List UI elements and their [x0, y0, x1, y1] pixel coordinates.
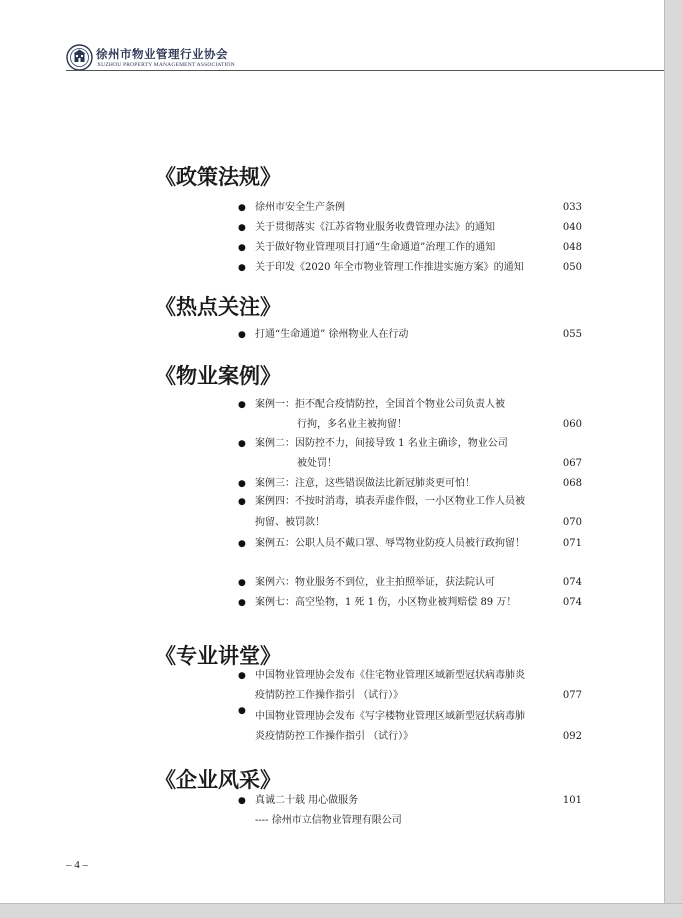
- page-edge-bottom: [0, 903, 682, 918]
- toc-entry-text[interactable]: 关于贯彻落实《江苏省物业服务收费管理办法》的通知: [255, 222, 495, 233]
- toc-entry-text[interactable]: 案例六：物业服务不到位，业主拍照举证，获法院认可: [255, 577, 495, 588]
- bullet-icon: ●: [238, 263, 246, 273]
- toc-entry-text[interactable]: 案例三：注意，这些错误做法比新冠肺炎更可怕！: [255, 478, 475, 489]
- toc-entry-text[interactable]: 真诚二十载 用心做服务: [255, 795, 359, 806]
- association-logo-icon: [66, 44, 93, 71]
- toc-entry-text[interactable]: 中国物业管理协会发布《写字楼物业管理区域新型冠状病毒肺: [255, 711, 525, 722]
- toc-page-number: 101: [562, 795, 582, 806]
- toc-entry-text[interactable]: 中国物业管理协会发布《住宅物业管理区域新型冠状病毒肺炎: [255, 670, 525, 681]
- toc-page-number: 074: [562, 577, 582, 588]
- toc-page-number: 040: [562, 222, 582, 233]
- section-title: 《物业案例》: [155, 364, 281, 388]
- toc-entry-text[interactable]: 关于做好物业管理项目打通“生命通道”治理工作的通知: [255, 242, 496, 253]
- document-header: [66, 44, 666, 76]
- bullet-icon: ●: [238, 598, 246, 608]
- bullet-icon: ●: [238, 671, 246, 681]
- toc-entry-text[interactable]: 案例一：拒不配合疫情防控，全国首个物业公司负责人被: [255, 399, 505, 410]
- toc-page-number: 071: [562, 538, 582, 549]
- toc-page-number: 060: [562, 419, 582, 430]
- toc-page-number: 050: [562, 262, 582, 273]
- bullet-icon: ●: [238, 243, 246, 253]
- toc-page-number: 068: [562, 478, 582, 489]
- toc-entry-text[interactable]: 被处罚！: [297, 458, 337, 469]
- bullet-icon: ●: [238, 706, 246, 716]
- bullet-icon: ●: [238, 223, 246, 233]
- bullet-icon: ●: [238, 330, 246, 340]
- toc-entry-text[interactable]: 关于印发《2020 年全市物业管理工作推进实施方案》的通知: [255, 262, 524, 273]
- toc-page-number: 055: [562, 329, 582, 340]
- bullet-icon: ●: [238, 439, 246, 449]
- toc-page-number: 074: [562, 597, 582, 608]
- bullet-icon: ●: [238, 578, 246, 588]
- bullet-icon: ●: [238, 497, 246, 507]
- page-edge-right: [664, 0, 682, 917]
- association-name-en: XUZHOU PROPERTY MANAGEMENT ASSOCIATION: [97, 62, 235, 68]
- toc-page-number: 033: [562, 202, 582, 213]
- toc-page-number: 077: [562, 690, 582, 701]
- toc-entry-text[interactable]: 炎疫情防控工作操作指引 （试行）》: [255, 731, 414, 742]
- toc-page-number: 092: [562, 731, 582, 742]
- section-title: 《企业风采》: [155, 768, 281, 792]
- bullet-icon: ●: [238, 539, 246, 549]
- toc-entry-text[interactable]: 案例四：不按时消毒，填表弄虚作假，一小区物业工作人员被: [255, 496, 525, 507]
- section-title: 《政策法规》: [155, 165, 281, 189]
- toc-entry-text[interactable]: 行拘，多名业主被拘留！: [297, 419, 407, 430]
- section-title: 《专业讲堂》: [155, 644, 281, 668]
- section-title: 《热点关注》: [155, 295, 281, 319]
- toc-entry-text[interactable]: 案例七：高空坠物，1 死 1 伤，小区物业被判赔偿 89 万！: [255, 597, 517, 608]
- toc-page-number: 048: [562, 242, 582, 253]
- bullet-icon: ●: [238, 400, 246, 410]
- toc-entry-text[interactable]: 徐州市安全生产条例: [255, 202, 345, 213]
- bullet-icon: ●: [238, 479, 246, 489]
- toc-entry-text[interactable]: 疫情防控工作操作指引 （试行）》: [255, 690, 404, 701]
- toc-entry-text[interactable]: ---- 徐州市立信物业管理有限公司: [255, 815, 402, 826]
- toc-entry-text[interactable]: 拘留、被罚款！: [255, 517, 325, 528]
- bullet-icon: ●: [238, 796, 246, 806]
- page-number: – 4 –: [66, 859, 88, 871]
- toc-entry-text[interactable]: 打通“生命通道” 徐州物业人在行动: [255, 329, 409, 340]
- toc-entry-text[interactable]: 案例五：公职人员不戴口罩、辱骂物业防疫人员被行政拘留！: [255, 538, 525, 549]
- toc-entry-text[interactable]: 案例二：因防控不力，间接导致 1 名业主确诊，物业公司: [255, 438, 508, 449]
- toc-page-number: 067: [562, 458, 582, 469]
- association-name: 徐州市物业管理行业协会: [96, 47, 228, 61]
- header-divider: [66, 70, 664, 71]
- toc-page-number: 070: [562, 517, 582, 528]
- bullet-icon: ●: [238, 203, 246, 213]
